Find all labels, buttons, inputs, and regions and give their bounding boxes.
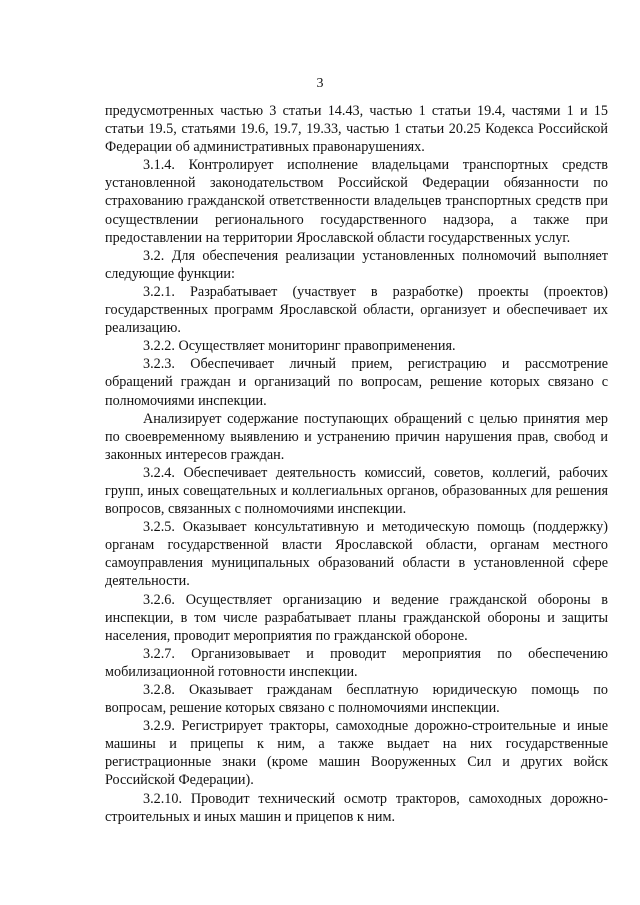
paragraph-3-2-1: 3.2.1. Разрабатывает (участвует в разработке) проекты (проектов) государственных программ Ярославской области, организует и обеспечивает их реализацию. [105, 283, 608, 337]
page-number: 3 [316, 76, 324, 91]
paragraph-3-2-4: 3.2.4. Обеспечивает деятельность комиссий, советов, коллегий, рабочих групп, иных совещательных и коллегиальных органов, образованных для решения вопросов, связанных с полномочиями инспекции. [105, 464, 608, 518]
paragraph-3-2: 3.2. Для обеспечения реализации установленных полномочий выполняет следующие функции: [105, 247, 608, 282]
paragraph-analysis: Анализирует содержание поступающих обращений с целью принятия мер по своевременному выявлению и устранению причин нарушения прав, свобод и законных интересов граждан. [105, 410, 608, 463]
paragraph-3-2-9: 3.2.9. Регистрирует тракторы, самоходные дорожно-строительные и иные машины и прицепы к ним, а также выдает на них государственные регистрационные знаки (кроме машин Вооруженных Сил и других войск Российской Федерации). [105, 718, 608, 789]
paragraph-3-2-5: 3.2.5. Оказывает консультативную и методическую помощь (поддержку) органам государственной власти Ярославской области, органам местного самоуправления муниципальных образований области в установленной сфере деятельности. [105, 519, 608, 590]
paragraph-3-2-3: 3.2.3. Обеспечивает личный прием, регистрацию и рассмотрение обращений граждан и организаций по вопросам, решение которых связано с полномочиями инспекции. [105, 356, 608, 409]
paragraph-3-2-8: 3.2.8. Оказывает гражданам бесплатную юридическую помощь по вопросам, решение которых связано с полномочиями инспекции. [105, 682, 608, 717]
paragraph-3-2-2: 3.2.2. Осуществляет мониторинг правоприменения. [143, 338, 456, 355]
paragraph-3-2-6: 3.2.6. Осуществляет организацию и ведение гражданской обороны в инспекции, в том числе разрабатывает планы гражданской обороны и защиты населения, проводит мероприятия по гражданской обороне. [105, 591, 608, 644]
paragraph-3-1-4: 3.1.4. Контролирует исполнение владельцами транспортных средств установленной законодательством Российской Федерации обязанности по страхованию гражданской ответственности владельцев транспортных средств при осуществлении регионального государственного надзора, а также при предоставлении на территории Ярославской области государственных услуг. [105, 157, 608, 246]
paragraph: предусмотренных частью 3 статьи 14.43, частью 1 статьи 19.4, частями 1 и 15 статьи 19.5, статьями 19.6, 19.7, 19.33, частью 1 статьи 20.25 Кодекса Российской Федерации об административных правонарушениях. [105, 103, 608, 156]
paragraph-3-2-10: 3.2.10. Проводит технический осмотр тракторов, самоходных дорожно-строительных и иных машин и прицепов к ним. [105, 790, 608, 825]
paragraph-3-2-7: 3.2.7. Организовывает и проводит мероприятия по обеспечению мобилизационной готовности инспекции. [105, 645, 608, 680]
document-body [105, 102, 608, 826]
